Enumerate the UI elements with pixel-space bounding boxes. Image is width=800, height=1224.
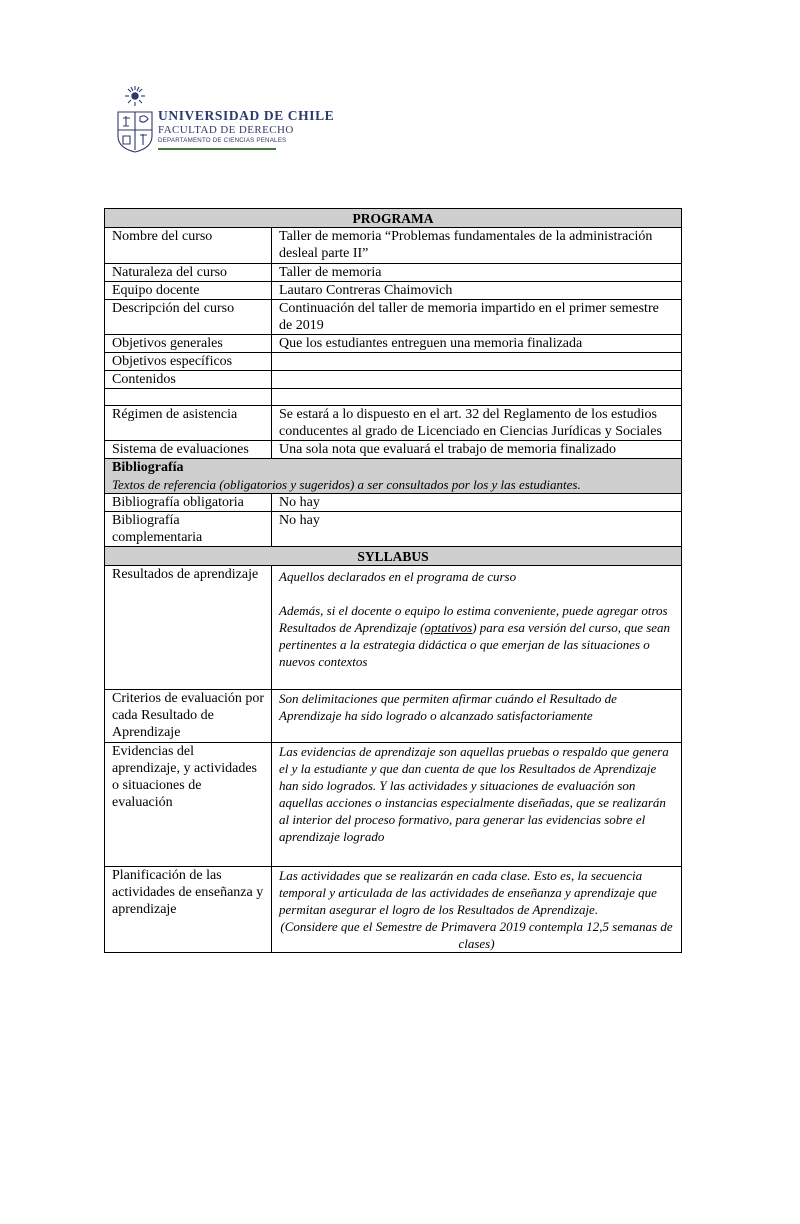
header-divider [158,148,276,150]
table-row [105,441,682,459]
resultados-p2-start: Además, si el docente o equipo lo estima conveniente, puede agregar otros Resultados de Aprendizaje ( [279,603,668,635]
row-label: Nombre del curso [105,228,272,264]
table-row [105,371,682,389]
resultados-optativos: optativos [424,620,473,635]
planificacion-text: Las actividades que se realizarán en cada clase. Esto es, la secuencia temporal y articulada de las actividades de enseñanza y aprendizaje que permitan asegurar el logro de los Resultados de Aprendizaje. [279,868,657,917]
resultados-p2-end: ) para esa versión del curso, que sean pertinentes a la estrategia didáctica o que emerjan de las situaciones o nuevos contextos [279,620,671,669]
row-label: Régimen de asistencia [105,406,272,441]
programa-heading: PROGRAMA [105,209,682,228]
program-table [104,208,682,953]
row-value: Una sola nota que evaluará el trabajo de memoria finalizado [272,441,682,459]
row-label: Equipo docente [105,282,272,300]
table-row [105,389,682,406]
row-label: Naturaleza del curso [105,264,272,282]
row-value: Continuación del taller de memoria impartido en el primer semestre de 2019 [272,300,682,335]
department-name: DEPARTAMENTO DE CIENCIAS PENALES [158,137,287,144]
row-label: Objetivos generales [105,335,272,353]
row-label: Sistema de evaluaciones [105,441,272,459]
table-row [105,353,682,371]
syllabus-heading-row [105,547,682,566]
resultados-p2 [279,602,674,670]
row-value: Taller de memoria “Problemas fundamentales de la administración desleal parte II” [272,228,682,264]
row-value: Taller de memoria [272,264,682,282]
table-row [105,228,682,264]
row-value [272,867,682,953]
table-row [105,300,682,335]
row-value: No hay [272,512,682,547]
bibliografia-subtitle: Textos de referencia (obligatorios y sugeridos) a ser consultados por los y las estudiantes. [112,477,581,492]
row-value: Se estará a lo dispuesto en el art. 32 del Reglamento de los estudios conducentes al grado de Licenciado en Ciencias Jurídicas y Sociales [272,406,682,441]
planificacion-note: (Considere que el Semestre de Primavera 2019 contempla 12,5 semanas de clases) [280,919,673,951]
table-row [105,512,682,547]
table-row [105,335,682,353]
faculty-name: FACULTAD DE DERECHO [158,124,294,136]
programa-heading-row [105,209,682,228]
row-value: Que los estudiantes entreguen una memoria finalizada [272,335,682,353]
row-label: Descripción del curso [105,300,272,335]
row-label: Contenidos [105,371,272,389]
row-label [105,389,272,406]
table-row [105,690,682,743]
table-row [105,743,682,867]
row-label: Bibliografía complementaria [105,512,272,547]
row-value: No hay [272,494,682,512]
row-value [272,566,682,690]
table-row [105,867,682,953]
row-value: Lautaro Contreras Chaimovich [272,282,682,300]
row-value [272,389,682,406]
resultados-p1: Aquellos declarados en el programa de curso [279,569,517,584]
row-value [272,353,682,371]
row-label: Resultados de aprendizaje [105,566,272,690]
row-label: Evidencias del aprendizaje, y actividades o situaciones de evaluación [105,743,272,867]
table-row [105,566,682,690]
table-row [105,406,682,441]
table-row [105,282,682,300]
bibliografia-heading-row [105,459,682,494]
row-label: Planificación de las actividades de enseñanza y aprendizaje [105,867,272,953]
row-value [272,371,682,389]
university-name: UNIVERSIDAD DE CHILE [158,108,335,123]
row-value: Las evidencias de aprendizaje son aquellas pruebas o respaldo que genera el y la estudiante y que dan cuenta de que los Resultados de Aprendizaje han sido logrados. Y las actividades y situaciones de evaluación son aquellas acciones o instancias especialmente diseñadas, que se realizarán al interior del proceso formativo, para generar las evidencias sobre el aprendizaje logrado [272,743,682,867]
table-row [105,494,682,512]
row-label: Objetivos específicos [105,353,272,371]
table-row [105,264,682,282]
row-label: Bibliografía obligatoria [105,494,272,512]
row-value: Son delimitaciones que permiten afirmar cuándo el Resultado de Aprendizaje ha sido logrado o alcanzado satisfactoriamente [272,690,682,743]
bibliografia-title: Bibliografía [112,460,184,475]
syllabus-heading: SYLLABUS [105,547,682,566]
row-label: Criterios de evaluación por cada Resultado de Aprendizaje [105,690,272,743]
university-seal-icon [114,84,156,154]
